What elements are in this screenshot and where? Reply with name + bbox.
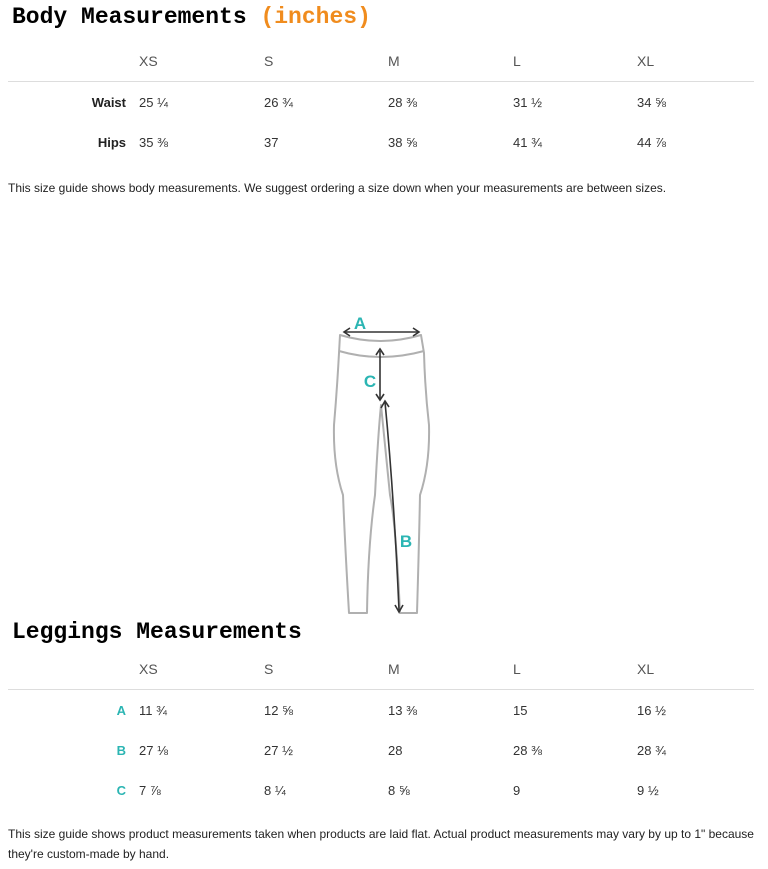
size-header-l: L (513, 53, 521, 69)
table-row-b (8, 741, 754, 761)
row-label: B (116, 743, 126, 758)
size-header-s: S (264, 661, 274, 677)
table-cell: 8 ¼ (264, 783, 286, 798)
table-cell: 31 ½ (513, 95, 542, 110)
table-cell: 35 ⅜ (139, 135, 168, 150)
table-cell: 25 ¼ (139, 95, 168, 110)
table-cell: 9 (513, 783, 521, 798)
size-header-xl: XL (637, 53, 655, 69)
table-cell: 28 (388, 743, 403, 758)
table-cell: 16 ½ (637, 703, 666, 718)
size-header-xs: XS (139, 53, 158, 69)
body-size-note: This size guide shows body measurements. We suggest ordering a size down when your measurements are between sizes. (8, 181, 667, 195)
leggings-diagram (320, 305, 450, 625)
row-label: Waist (91, 95, 126, 110)
label-b: B (399, 532, 413, 551)
leggings-title-text: Leggings Measurements (12, 619, 302, 645)
table-row-c (8, 781, 754, 801)
leggings-outline (334, 335, 429, 613)
table-cell: 44 ⅞ (637, 135, 666, 150)
table-cell: 9 ½ (637, 783, 659, 798)
table-cell: 15 (513, 703, 528, 718)
table-row-a (8, 701, 754, 721)
table-cell: 11 ¾ (139, 703, 167, 718)
table-cell: 26 ¾ (264, 95, 293, 110)
product-size-note: This size guide shows product measurements taken when products are laid flat. Actual product measurements may vary by up to 1" because they're custom-made by hand. (8, 827, 754, 861)
size-header-l: L (513, 661, 521, 677)
table-cell: 28 ¾ (637, 743, 666, 758)
units-label: (inches) (260, 4, 371, 30)
table-cell: 34 ⅝ (637, 95, 666, 110)
table-cell: 37 (264, 135, 279, 150)
table-cell: 28 ⅜ (513, 743, 542, 758)
size-header-m: M (388, 661, 400, 677)
table-cell: 13 ⅜ (388, 703, 417, 718)
table-cell: 8 ⅝ (388, 783, 410, 798)
label-c: C (363, 372, 377, 391)
table-cell: 27 ⅛ (139, 743, 168, 758)
table-row-waist (8, 93, 754, 113)
body-measurements-title (12, 4, 371, 30)
table-cell: 7 ⅞ (139, 783, 161, 798)
body-title-text: Body Measurements (12, 4, 247, 30)
table-cell: 28 ⅜ (388, 95, 417, 110)
table-cell: 41 ¾ (513, 135, 542, 150)
label-a: A (353, 314, 367, 333)
row-label: A (116, 703, 126, 718)
table-cell: 12 ⅝ (264, 703, 293, 718)
size-header-m: M (388, 53, 400, 69)
size-header-xs: XS (139, 661, 158, 677)
table-cell: 27 ½ (264, 743, 293, 758)
measurement-arrows (344, 328, 419, 612)
row-label: Hips (97, 135, 126, 150)
leggings-table-header (8, 649, 754, 690)
row-label: C (116, 783, 126, 798)
table-cell: 38 ⅝ (388, 135, 417, 150)
leggings-measurements-title (12, 619, 302, 645)
body-table-header (8, 41, 754, 82)
size-header-xl: XL (637, 661, 655, 677)
table-row-hips (8, 133, 754, 153)
size-header-s: S (264, 53, 274, 69)
